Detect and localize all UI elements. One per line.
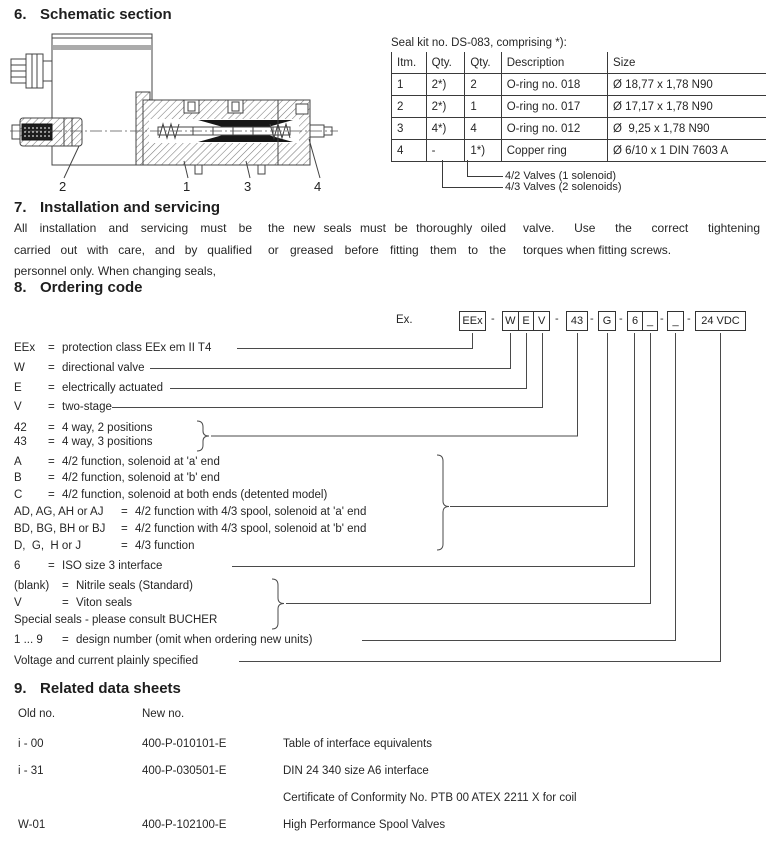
dash: - xyxy=(660,313,664,325)
section-8-heading xyxy=(14,279,143,296)
col-description: Description xyxy=(501,52,607,74)
legend-row-special-seals: Special seals - please consult BUCHER xyxy=(14,614,218,626)
seal-kit-title: Seal kit no. DS-083, comprising *): xyxy=(391,37,567,49)
code-cell-w: W xyxy=(505,315,516,327)
legend-row-c: C = 4/2 function, solenoid at both ends (detented model) xyxy=(14,489,328,501)
col-size: Size xyxy=(608,52,766,74)
section-9-title: Related data sheets xyxy=(40,680,181,697)
cell: Ø 17,17 x 1,78 N90 xyxy=(608,96,766,118)
cell: Copper ring xyxy=(501,140,607,162)
schematic-label-3: 3 xyxy=(244,179,252,194)
code-box-design xyxy=(667,311,684,331)
code-box-6-blank xyxy=(627,311,658,331)
paragraph-line: personnel only. When changing seals, xyxy=(14,264,216,278)
table-row xyxy=(392,140,766,162)
table-row xyxy=(392,118,766,140)
datasheet-desc: High Performance Spool Valves xyxy=(283,819,446,831)
note-4-2-valves: 4/2 Valves (1 solenoid) xyxy=(505,170,617,182)
legend-row-e: E = electrically actuated xyxy=(14,382,163,394)
datasheet-old-no: i - 31 xyxy=(18,765,44,777)
note-connector-qty1 xyxy=(442,160,503,188)
col-itm: Itm. xyxy=(392,52,427,74)
code-cell-6: 6 xyxy=(631,315,639,327)
legend-row-eex: EEx = protection class EEx em II T4 xyxy=(14,342,212,354)
section-8-title: Ordering code xyxy=(40,279,143,296)
cell: O-ring no. 017 xyxy=(501,96,607,118)
datasheet-old-no: W-01 xyxy=(18,819,46,831)
schematic-label-2: 2 xyxy=(59,179,67,194)
legend-row-a: A = 4/2 function, solenoid at 'a' end xyxy=(14,456,220,468)
paragraph-line: the new seals must be thoroughly oiled xyxy=(268,221,506,235)
cable-gland xyxy=(11,54,52,88)
legend-row-42: 42 = 4 way, 2 positions xyxy=(14,422,153,434)
section-6-title: Schematic section xyxy=(40,6,172,23)
paragraph-line: or greased before fitting them to the xyxy=(268,242,506,257)
datasheet-desc: Table of interface equivalents xyxy=(283,738,432,750)
cell: 4*) xyxy=(426,118,465,140)
table-row xyxy=(392,96,766,118)
cell: Ø 6/10 x 1 DIN 7603 A xyxy=(608,140,766,162)
col-qty2: Qty. xyxy=(465,52,501,74)
code-box-eex xyxy=(459,311,486,331)
cell: Ø 9,25 x 1,78 N90 xyxy=(608,118,766,140)
code-cell-v: V xyxy=(533,312,549,330)
code-box-voltage xyxy=(695,311,746,331)
pilot-plug xyxy=(12,118,82,146)
table-row xyxy=(392,74,766,96)
dash: - xyxy=(687,313,691,325)
code-box-wev xyxy=(502,311,550,331)
paragraph-line: All installation and servicing must be xyxy=(14,221,252,235)
cell: 1 xyxy=(392,74,427,96)
legend-row-design-number: 1 ... 9 = design number (omit when ordering new units) xyxy=(14,634,313,646)
code-box-label: 43 xyxy=(570,315,584,327)
section-6-heading xyxy=(14,6,172,23)
cell: 1 xyxy=(465,96,501,118)
datasheet-desc: DIN 24 340 size A6 interface xyxy=(283,765,429,777)
section-7-heading xyxy=(14,199,220,216)
code-box-label: _ xyxy=(672,315,679,327)
code-cell-e: E xyxy=(518,312,534,330)
dash: - xyxy=(491,313,495,325)
legend-row-bd: BD, BG, BH or BJ = 4/2 function with 4/3 spool, solenoid at 'b' end xyxy=(14,523,367,535)
code-box-label: 24 VDC xyxy=(701,315,740,327)
paragraph-line: torques when fitting screws. xyxy=(523,242,672,257)
legend-row-d: D, G, H or J = 4/3 function xyxy=(14,540,195,552)
cell: 4 xyxy=(392,140,427,162)
install-paragraph-col2 xyxy=(268,218,506,261)
cell: 2*) xyxy=(426,96,465,118)
datasheet-desc: Certificate of Conformity No. PTB 00 ATEX 2211 X for coil xyxy=(283,792,577,804)
cell: 2*) xyxy=(426,74,465,96)
section-9-heading xyxy=(14,680,181,697)
dash: - xyxy=(619,313,623,325)
install-paragraph-col1 xyxy=(14,218,252,283)
ordering-code-diagram xyxy=(0,300,766,672)
install-paragraph-col3 xyxy=(523,218,760,261)
dash: - xyxy=(555,313,559,325)
section-7-title: Installation and servicing xyxy=(40,199,221,216)
datasheets-header-old: Old no. xyxy=(18,708,56,720)
cell: 3 xyxy=(392,118,427,140)
example-label: Ex. xyxy=(396,314,413,326)
legend-row-blank: (blank) = Nitrile seals (Standard) xyxy=(14,580,193,592)
cell: 2 xyxy=(465,74,501,96)
legend-row-b: B = 4/2 function, solenoid at 'b' end xyxy=(14,472,220,484)
datasheet-new-no: 400-P-010101-E xyxy=(142,738,227,750)
legend-row-43: 43 = 4 way, 3 positions xyxy=(14,436,153,448)
code-box-43 xyxy=(566,311,588,331)
code-cell-seal: _ xyxy=(642,312,657,330)
legend-row-w: W = directional valve xyxy=(14,362,145,374)
datasheet-new-no: 400-P-030501-E xyxy=(142,765,227,777)
seal-kit-header-row xyxy=(392,52,766,74)
code-box-label: EEx xyxy=(462,315,483,327)
legend-row-voltage: Voltage and current plainly specified xyxy=(14,655,199,667)
paragraph-line: valve. Use the correct tightening xyxy=(523,221,760,235)
section-6-number: 6. xyxy=(14,6,27,23)
cell: - xyxy=(426,140,465,162)
legend-row-viton: V = Viton seals xyxy=(14,597,133,609)
paragraph-line: carried out with care, and by qualified xyxy=(14,242,252,257)
valve-body xyxy=(143,100,310,174)
cell: O-ring no. 012 xyxy=(501,118,607,140)
dash: - xyxy=(590,313,594,325)
legend-row-6: 6 = ISO size 3 interface xyxy=(14,560,163,572)
datasheet-new-no: 400-P-102100-E xyxy=(142,819,227,831)
schematic-drawing xyxy=(8,28,342,198)
schematic-label-1: 1 xyxy=(183,179,191,194)
legend-row-ad: AD, AG, AH or AJ = 4/2 function with 4/3 spool, solenoid at 'a' end xyxy=(14,506,367,518)
cell: 4 xyxy=(465,118,501,140)
cell: O-ring no. 018 xyxy=(501,74,607,96)
seal-kit-table xyxy=(391,52,766,162)
cell: Ø 18,77 x 1,78 N90 xyxy=(608,74,766,96)
section-8-number: 8. xyxy=(14,279,27,296)
datasheet-old-no: i - 00 xyxy=(18,738,44,750)
cell: 2 xyxy=(392,96,427,118)
schematic-label-4: 4 xyxy=(314,179,322,194)
section-7-number: 7. xyxy=(14,199,27,216)
datasheets-header-new: New no. xyxy=(142,708,185,720)
cell: 1*) xyxy=(465,140,501,162)
col-qty1: Qty. xyxy=(426,52,465,74)
code-box-g xyxy=(598,311,616,331)
legend-row-v: V = two-stage xyxy=(14,401,112,413)
note-4-3-valves: 4/3 Valves (2 solenoids) xyxy=(505,181,622,193)
section-9-number: 9. xyxy=(14,680,27,697)
code-box-label: G xyxy=(602,315,612,327)
